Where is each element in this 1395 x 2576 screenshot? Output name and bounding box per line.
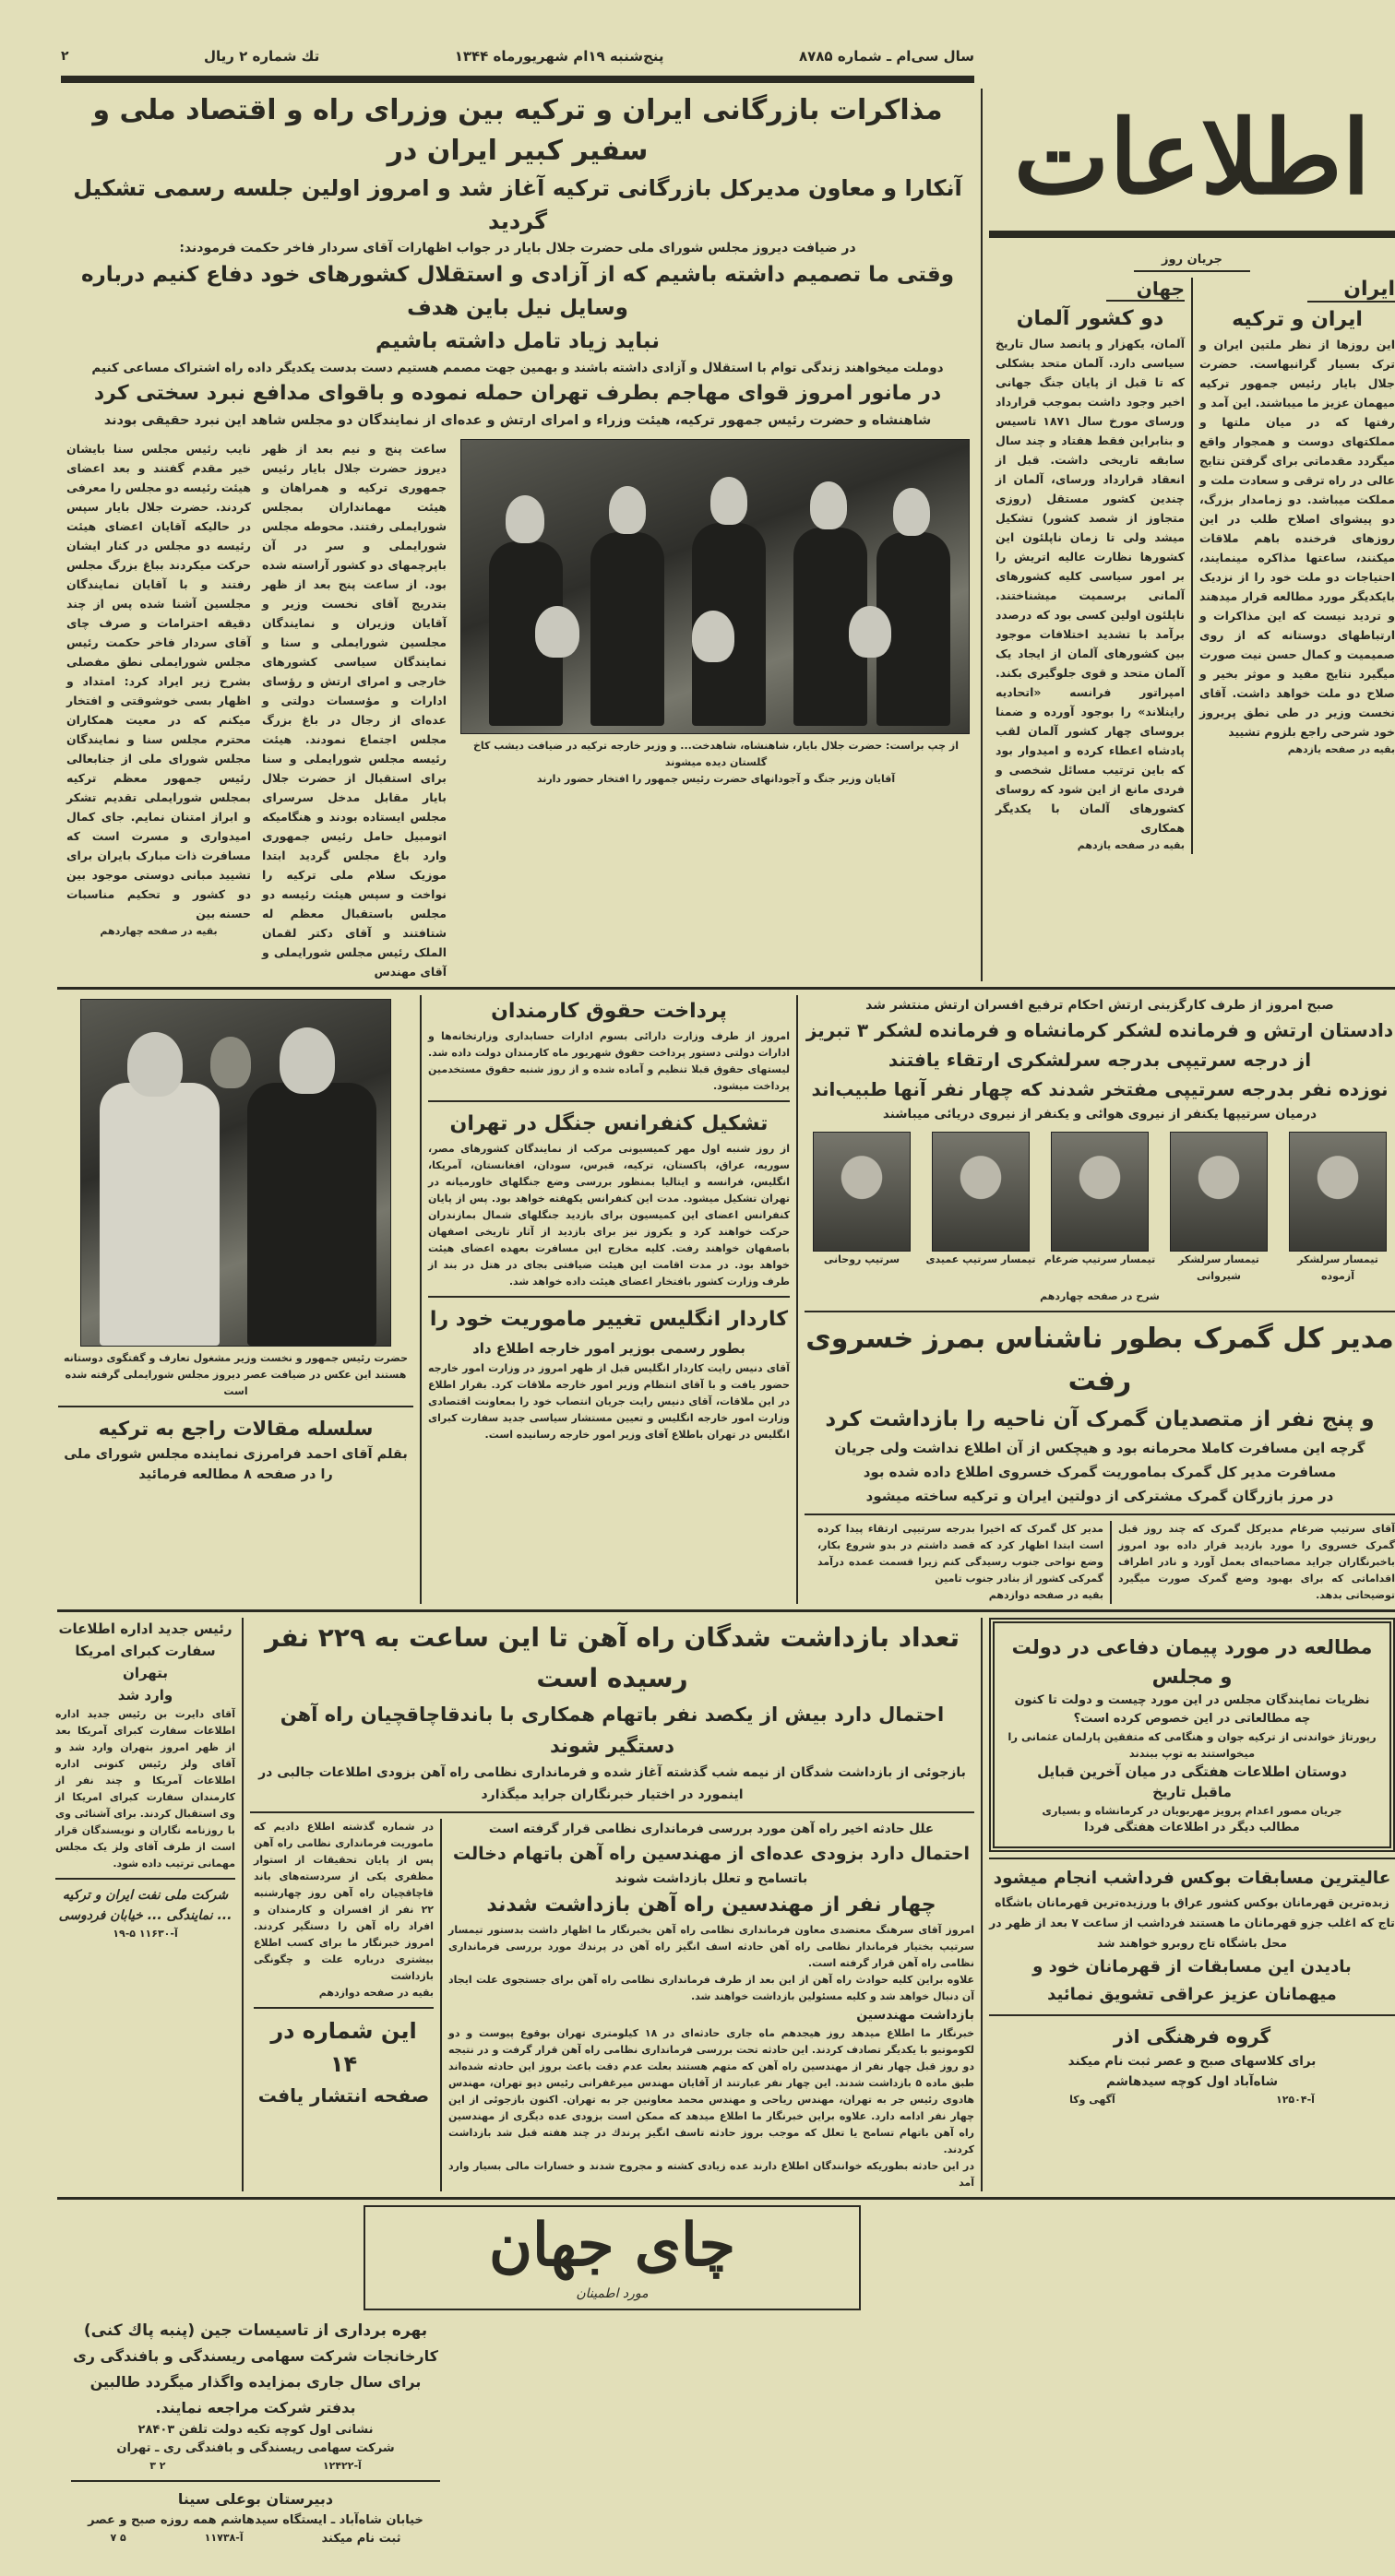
section-rule — [989, 2014, 1395, 2016]
boxing-text: زبده‌ترین قهرمانان بوکس کشور عراق با ورزیده‌ترین قهرمانان باشگاه تاج که اغلب جزو قهرمانان ما هستند فرداشب از ساعت ۷ بعد از ظهر در محل باشگاه تاج روبرو خواهند شد — [989, 1895, 1395, 1950]
world-column-text: آلمان، یکهزار و پانصد سال تاریخ سیاسی دارد. آلمان متحد بشکلی که تا قبل از پایان جنگ جهانی اخیر وجود داشت بموجب قرارداد ورسای مورخ سال ۱۸۷۱ تاسیس و بنابراین فقط هفتاد و چند سال سابقه تاریخی داشت. قبل از انعقاد قرارداد ورسای، آلمان از چندین کشور مستقل (روزی متجاوز از شصد کشور) تشکیل میشد ولی تا زمان ناپلئون این کشورها نظارت عالیه اتریش را بر امور سیاسی کلیه کشورهای آلمانی برسمیت میشناختند. ناپلئون اولین کسی بود که درصدد برآمد با تشدید اختلافات موجود بین کشورهای آلمان از ایجاد یک آلمان متحد و قوی جلوگیری بکند. امپراتور فرانسه «اتحادیه راینلاند» را بوجود آورده و ضمنا بروسای چهار کشور آلمان لقب پادشاه اعطاء کرده و امیدوار بود که باین ترتیب مسائل شخصی و فردی مانع از این شود که روسای کشورهای آلمان با یکدیگر همکاری — [996, 337, 1185, 835]
issue-number: سال سی‌ام ـ شماره ۸۷۸۵ — [798, 48, 974, 65]
weekly-box-line-1: نظریات نمایندگان مجلس در این مورد چیست و دولت تا کنون چه مطالعاتی در این خصوص کرده است؟ — [1014, 1693, 1370, 1726]
usis-title-2: سفارت کبرای امریکا بتهران — [75, 1643, 216, 1681]
section-rule — [55, 1878, 235, 1880]
lead-column-1: ساعت پنج و نیم بعد از ظهر دیروز حضرت جلال بایار رئیس جمهوری ترکیه و همراهان و هیئت مهمانداران بمجلس شورایملی رفتند. محوطه مجلس شورایملی و سر در آن باپرچمهای دو کشور آراسته شده بود. از ساعت پنج بعد از ظهر بتدریج آقای نخست وزیر و آقایان وزیران و نمایندگان مجلسین شورایملی و سنا و نمایندگان سیاسی کشورهای خارجی و امرای ارتش و رؤسای ادارات و مؤسسات دولتی و عده‌ای از رجال در باغ بزرگ مجلس اجتماع نمودند. هیئت رئیسه مجلس شورایملی و سنا برای استقبال از حضرت جلال بایار مقابل مدخل سرسرای مجلس ایستاده بودند و هنگامیکه اتومبیل حامل رئیس جمهوری وارد باغ مجلس گردید ابتدا موزیک سلام ملی ترکیه را نواخت و سپس هیئت رئیسه دو مجلس باستقبال معظم له شتافتند و آقای دکتر لقمان الملک رئیس مجلس شورایملی و آقای مهندس — [262, 442, 447, 979]
weekly-box-line-4: ماقبل تاریخ — [1152, 1784, 1232, 1800]
railway-headline: تعداد بازداشت شدگان راه آهن تا این ساعت به ۲۲۹ نفر رسیده است — [264, 1622, 960, 1693]
railway-paragraph-4: در این حادثه بطوریکه خوانندگان اطلاع دارند عده زیادی کشته و مجروح شدند و خسارات مالی بسیار وارد آمد — [448, 2160, 974, 2189]
railway-story — [250, 1618, 974, 2191]
railway-deck: بازجوئی از بازداشت شدگان از نیمه شب گذشته آغاز شده و فرمانداری نظامی راه آهن بزودی اطلاعات جالبی در اینمورد در اختیار خبرنگاران جراید میگذارد — [258, 1765, 966, 1802]
customs-column-1: آقای سرتیپ ضرغام مدیرکل گمرک که چند روز قبل گمرک خسروی را مورد بازدید قرار داده بود امروز باخبرنگاران جراید مصاحبه‌ای بعمل آورد و نادر اطراف اقداماتی که برای بهبود وضع گمرک صورت میگیرد توضیحاتی بدهد. — [1118, 1523, 1395, 1601]
header-row — [61, 42, 974, 70]
column-divider — [440, 1819, 442, 2191]
issue-price: تك شماره ۲ ریال — [204, 48, 320, 65]
column-divider — [1110, 1521, 1112, 1604]
usis-text: آقای دایرت بن رئیس جدید اداره اطلاعات سفارت کبرای آمریکا بعد از ظهر امروز بتهران وارد شد و آقای ولز رئیس کنونی اداره اطلاعات آمریکا و چند نفر از کارمندان سفارت کبرای امریکا از وی استقبال کردند. برای آشنائی وی با روزنامه نگاران و نویسندگان قرار است از طرف آقای ولز یک مجلس مهمانی ترتیب داده شود. — [55, 1708, 235, 1870]
cotton-ad-address: نشانی اول کوچه تکیه دولت تلفن ۲۸۴۰۳ — [137, 2423, 374, 2437]
banquet-photo-caption-2: آقایان وزیر جنگ و آجودانهای حضرت رئیس جمهور را افتخار حضور دارند — [536, 773, 896, 785]
pages-notice-2: صفحه انتشار یافت — [257, 2084, 430, 2107]
railway-paragraph-1: امروز آقای سرهنگ معتضدی معاون فرمانداری نظامی راه آهن بخبرنگار ما اظهار داشت بدستور تیمسار سرتیپ بختیار فرماندار نظامی راه آهن حادثه اسف انگیز راه آهن در پرندك مورد بررسی فرمانداری نظامی راه آهن قرار گرفته است. — [448, 1924, 974, 1969]
section-rule — [254, 2007, 434, 2009]
column-divider — [420, 995, 422, 1604]
customs-headline: مدیر کل گمرک بطور ناشناس بمرز خسروی رفت — [805, 1323, 1394, 1397]
section-rule — [57, 987, 1395, 990]
weekly-box-line-3: دوستان اطلاعات هفتگی در میان آخرین قبایل — [1037, 1763, 1347, 1780]
railway-subhead: احتمال دارد بیش از یکصد نفر باتهام همکاری با باندقاچاقچیان راه آهن دستگیر شوند — [280, 1703, 945, 1757]
officer-portrait — [932, 1132, 1030, 1252]
usis-title-3: وارد شد — [117, 1687, 173, 1703]
portrait-label: تیمسار سرلشکر شیروانی — [1178, 1253, 1259, 1282]
oil-ad-codes: آ-۱۱۶۳۰ ۵-۱۹ — [113, 1928, 178, 1940]
president-photo — [80, 999, 391, 1347]
section-rule — [805, 1311, 1395, 1312]
cotton-ad-code: آ-۱۲۴۲۲ — [322, 2460, 362, 2472]
oil-company-ad: شرکت ملی نفت ایران و ترکیه ... نمایندگی ... خیابان فردوسی — [58, 1888, 232, 1923]
column-divider — [981, 89, 983, 981]
railway-kicker-2: علل حادثه اخیر راه آهن مورد بررسی فرمانداری نظامی قرار گرفته است — [488, 1822, 935, 1836]
series-title: سلسله مقالات راجع به ترکیه — [98, 1418, 374, 1440]
customs-column-2: مدیر کل گمرک که اخیرا بدرجه سرتیپی ارتقاء پیدا کرده است ابتدا اظهار کرد که قصد داشتم در بدو شروع بکار، وضع نواحی جنوب رسیدگی کنم زیرا قسمت عمده درآمد گمرکی کشور از بنادر جنوب تامین — [817, 1523, 1103, 1585]
iran-column — [1199, 278, 1395, 854]
world-column-title: دو کشور آلمان — [1016, 307, 1164, 330]
right-column — [989, 42, 1395, 981]
forest-conference-text: از روز شنبه اول مهر کمیسیونی مرکب از نمایندگان کشورهای مصر، سوریه، عراق، پاکستان، ترکیه، قبرس، سودان، افغانستان، آمریکا، انگلیس، فرانسه و ایتالیا بمنظور بررسی وضع جنگلهای خاورمیانه در تهران تشکیل میشود. مدت این کنفرانس یکهفته خواهد بود. پس از پایان کنفرانس اعضای این کمیسیون برای بازدید جنگلهای شمال بمازندران حرکت خواهند کرد و یکروز نیز برای بازدید از آثار تاریخی اصفهان باصفهان خواهند رفت. کلیه مخارج این مسافرت بعهده اعضای هیئت خواهد بود. در مدت اقامت این هیئت ضیافتی بجای در هتل در بند از طرف وزارت کشور بافتخار اعضای هیئت داده خواهد شد. — [428, 1143, 790, 1288]
weekly-box-title: مطالعه در مورد پیمان دفاعی در دولت و مجلس — [1011, 1636, 1373, 1688]
railway-subhead-4: چهار نفر از مهندسین راه آهن بازداشت شدند — [486, 1893, 936, 1917]
column-divider — [981, 1618, 983, 2191]
lead-deck-witnesses: شاهنشاه و حضرت رئیس جمهور ترکیه، هیئت وزراء و امرای ارتش و عده‌ای از نمایندگان دو مجلس شاهد این نبرد حقیقی بودند — [103, 413, 932, 428]
bottom-band — [57, 2205, 1395, 2310]
boxing-title: عالیترین مسابقات بوکس فرداشب انجام میشود — [993, 1869, 1391, 1888]
world-column-label: جهان — [1106, 278, 1185, 302]
railway-paragraph-2: علاوه براین کلیه حوادث راه آهن از این بعد از طرف فرمانداری نظامی راه آهن برای جستجوی علت ایجاد آن دنبال خواهد شد و کلیه مسئولین بازداشت خواهند شد. — [448, 1974, 974, 2002]
banquet-photo — [460, 439, 970, 734]
railway-subhead-2: احتمال دارد بزودی عده‌ای از مهندسین راه آهن باتهام دخالت — [452, 1844, 971, 1864]
school-ad-code: آ-۱۱۷۳۸ — [204, 2532, 244, 2544]
promotions-line-1: دادستان ارتش و فرمانده لشکر کرمانشاه و فرمانده لشکر ۳ تبریز — [805, 1019, 1394, 1041]
lead-quote-end: نباید زیاد تامل داشته باشیم — [376, 329, 660, 353]
section-rule — [250, 1811, 974, 1813]
railway-side-text: در شماره گذشته اطلاع دادیم که ماموریت فرمانداری نظامی راه آهن پس از پایان تحقیقات از استوار مظفری یکی از سردسته‌های باند قاچاقچیان راه آهن روز چهارشنبه ۲۲ نفر از افسران و کارمندان و افراد راه آهن را دستگیر کردند. امروز خبرنگار ما برای کسب اطلاع بیشتری درباره علت و چگونگی بازداشت — [254, 1821, 434, 1982]
usis-column — [55, 1618, 235, 2191]
lead-deck: دوملت میخواهند زندگی توام با استقلال و آزادی داشته باشند و بهمین جهت مصمم هستیم دست بدست یکدیگر داده راه اشتراک مساعی کنیم — [91, 361, 944, 375]
president-photo-caption: حضرت رئیس جمهور و نخست وزیر مشغول تعارف و گفتگوی دوستانه هستند این عکس در ضیافت عصر دیروز مجلس شورایملی گرفته شده است — [63, 1352, 409, 1397]
pages-notice: این شماره در ۱۴ — [270, 2018, 417, 2077]
tea-ad — [364, 2205, 861, 2310]
promotions-line-4: درمیان سرتیپها یکنفر از نیروی هوائی و یکنفر از نیروی دریائی میباشند — [882, 1107, 1318, 1122]
top-band — [57, 42, 1395, 981]
section-label: جریان روز — [1134, 253, 1250, 272]
customs-deck: گرچه این مسافرت کاملا محرمانه بود و هیچکس از آن اطلاع نداشت ولی جریان مسافرت مدیر کل گمرک بماموریت گمرک خسروی اطلاع داده شده بود — [834, 1440, 1365, 1480]
issue-date: پنج‌شنبه ۱۹ام شهریورماه ۱۳۴۴ — [454, 48, 664, 65]
promotions-customs-column — [805, 995, 1395, 1604]
weekly-box-line-2: رپورتاژ خواندنی از ترکیه جوان و هنگامی که متفقین پارلمان عثمانی را میخواستند به توپ ببندند — [1008, 1730, 1377, 1760]
cotton-school-ads — [71, 2318, 440, 2548]
officer-portrait — [1289, 1132, 1387, 1252]
portrait-label: تیمسار سرتیپ عمیدی — [925, 1253, 1036, 1265]
section-rule — [58, 1406, 413, 1407]
charge-text: آقای دنیس رایت کاردار انگلیس قبل از ظهر امروز در وزارت امور خارجه حضور یافت و با آقای انتظام وزیر امور خارجه ملاقات کرد. بقرار اطلاع در این ملاقات، آقای دنیس رایت جریان انتصاب خود را بمعاونت اقتصادی وزارت امور خارجه انگلیس و تعیین مستشار سیاسی جدید سفارت کبرای انگلیس در تهران باطلاع آقای وزیر امور خارجه رسانیده است. — [428, 1362, 790, 1441]
column-divider — [242, 1618, 244, 2191]
culture-ad-code: آ-۱۲۵۰۴ — [1276, 2094, 1315, 2106]
usis-title: رئیس جدید اداره اطلاعات — [58, 1620, 232, 1637]
series-text: بقلم آقای احمد فرامرزی نماینده مجلس شورای ملی را در صفحه ۸ مطالعه فرمائید — [64, 1447, 408, 1482]
railway-paragraph-3: خبرنگار ما اطلاع میدهد روز هیجدهم ماه جاری حادثه‌ای در ۱۸ کیلومتری تهران بوقوع پیوست و دو لکوموتیو با یکدیگر تصادف کردند. این حادثه تحت بررسی فرمانداری نظامی راه آهن قرار گرفت و در نتیجه دو روز قبل چهار نفر از مهندسین راه آهن که متهم هستند بعلت عدم دقت باعث بروز این حادثه شده‌اند طبق ماده ۵ بازداشت شدند. این چهار نفر عبارتند از آقایان مهندس میرغفرانی رئیس دپو تهران، مهندس هادوی رئیس جر به تهران، مهندس ریاحی و مهندس محمد معاونین جر به تهران. اکنون بازجوئی از این چهار نفر ادامه دارد. علاوه براین خبرنگار ما اطلاع میدهد که ممکن است بزودی عده دیگری از مهندسین راه آهن باتهام تسامح یا تعلل که موجب بروز حادثه تاسف انگیز پرندك در چند هفته قبل شد بازداشت کردند. — [448, 2027, 974, 2155]
lead-deck-maneuver: در مانور امروز قوای مهاجم بطرف تهران حمله نموده و باقوای مدافع نبرد سختی کرد — [93, 382, 942, 405]
forest-conference-title: تشکیل کنفرانس جنگل در تهران — [449, 1112, 769, 1135]
ads-right-column — [989, 1618, 1395, 2191]
culture-ad-line-2: شاه‌آباد اول کوچه سیدهاشم — [1106, 2074, 1278, 2089]
weekly-magazine-box — [989, 1618, 1395, 1852]
customs-deck-2: در مرز بازرگان گمرک مشترکی از دولتین ایران و ترکیه ساخته میشود — [865, 1488, 1334, 1504]
banquet-photo-caption: از چپ براست: حضرت جلال بایار، شاهنشاه، شاهدخت... و وزیر خارجه ترکیه در ضیافت دیشب کاخ گلستان دیده میشوند — [473, 740, 959, 768]
lower-band — [57, 1618, 1395, 2191]
railway-side-continued: بقیه در صفحه دوازدهم — [318, 1987, 434, 1999]
salaries-title: پرداخت حقوق کارمندان — [491, 1000, 727, 1023]
officer-portrait — [1170, 1132, 1268, 1252]
lead-headline: مذاکرات بازرگانی ایران و ترکیه بین وزرای راه و اقتصاد ملی و سفیر کبیر ایران در — [92, 94, 943, 167]
cotton-ad-code-2: ۲ ۳ — [149, 2460, 166, 2472]
salaries-text: امروز از طرف وزارت دارائی بسوم ادارات حسابداری وزارتخانه‌ها و ادارات دولتی دستور پرداخت حقوق شهریور ماه کارمندان دولت داده شد. لیستهای حقوق قبلا تنظیم و آماده شده و از روز شنبه حقوق مستخدمین پرداخت میشود. — [428, 1030, 790, 1092]
promotions-line-3: نوزده نفر بدرجه سرتیپی مفتخر شدند که چهار نفر آنها طبیب‌اند — [811, 1078, 1389, 1100]
boxing-cta: بادیدن این مسابقات از قهرمانان خود و — [1032, 1957, 1352, 1977]
promotions-line-2: از درجه سرتیپی بدرجه سرلشکری ارتقاء یافتند — [888, 1049, 1312, 1071]
masthead-rule — [989, 231, 1395, 238]
column-divider — [796, 995, 798, 1604]
section-rule — [428, 1296, 790, 1298]
portrait-label: تیمسار سرلشکر آزموده — [1297, 1253, 1378, 1282]
school-ad-code-2: ۵ ۷ — [110, 2532, 126, 2544]
section-rule — [57, 1609, 1395, 1612]
lead-kicker: در ضیافت دیروز مجلس شورای ملی حضرت جلال بایار در جواب اظهارات آقای سردار فاخر حکمت فرمودند: — [179, 241, 856, 255]
continued-note: بقیه در صفحه چهاردهم — [100, 925, 218, 937]
portrait-label: سرتیپ روحانی — [823, 1253, 900, 1265]
school-ad-title: دبیرستان بوعلی سینا — [177, 2490, 334, 2508]
iran-column-text: این روزها از نظر ملتین ایران و ترک بسیار گرانبهاست. حضرت جلال بایار رئیس جمهور ترکیه میهمان عزیز ما میباشند. این آمد و رفتها که در میان ملتها و مملکتهای دوست و همجوار واقع میگردد مقدماتی برای گرفتن نتایج عالی در راه ترقی و سعادت ملت و مملکت میباشد. دو زمامدار بزرگ، دو پیشوای اصلاح طلب در این روزهای فرخنده باهم ملاقات میکنند، ساعتها مذاکره مینمایند، احتیاجات دو ملت خود را از نزدیک بایکدیگر مورد مطالعه قرار میدهند و تردید نیست که این مذاکرات و ارتباطهای دوستانه که از روی صمیمیت و کمال حسن نیت صورت میگیرد نتایج مفید و موثر بخیر و صلاح دو ملت خواهد داشت. آقای نخست وزیر در طی نطق پریروز خود شرحی راجع بلزوم تشیید — [1199, 338, 1395, 739]
middle-band — [57, 995, 1395, 1604]
world-column — [996, 278, 1185, 854]
culture-ad-title: گروه فرهنگی اذر — [1113, 2025, 1271, 2048]
lead-area — [61, 42, 974, 981]
left-column — [58, 995, 413, 1604]
masthead-logo: اطلاعات — [1013, 98, 1371, 217]
cotton-ad-title: بهره برداری از تاسیسات جین (پنبه پاك كنی) — [83, 2321, 428, 2340]
boxing-cta-2: میهمانان عزیز عراقی تشویق نمائید — [1047, 1985, 1337, 2004]
portrait-label: تیمسار سرتیپ ضرغام — [1043, 1253, 1156, 1265]
header-rule — [61, 76, 974, 83]
cotton-ad-company: شرکت سهامی ریسندگی و بافندگی ری ـ تهران — [116, 2441, 395, 2455]
section-rule — [805, 1514, 1395, 1515]
customs-continued: بقیه در صفحه دوازدهم — [988, 1589, 1103, 1601]
iran-column-title: ایران و ترکیه — [1232, 308, 1363, 331]
culture-ad-agency: آگهی وکا — [1069, 2094, 1115, 2106]
tea-ad-brand: چای جهان — [489, 2211, 735, 2280]
cotton-ad-text: کارخانجات شرکت سهامی ریسندگی و بافندگی ری برای سال جاری بمزایده واگذار میگردد طالبین بدفتر شرکت مراجعه نمایند. — [73, 2347, 438, 2416]
railway-subhead-3: باتسامح و تعلل بازداشت شوند — [614, 1871, 808, 1886]
charge-subtitle: بطور رسمی بوزیر امور خارجه اطلاع داد — [472, 1340, 745, 1357]
column-divider — [1191, 278, 1193, 854]
section-rule — [428, 1100, 790, 1102]
lead-quote: وقتی ما تصمیم داشته باشیم که از آزادی و استقلال کشورهای خود دفاع کنیم درباره وسایل نیل باین هدف — [80, 263, 955, 320]
customs-subhead: و پنج نفر از متصدیان گمرک آن ناحیه را بازداشت کرد — [825, 1407, 1375, 1431]
iran-continued: بقیه در صفحه یازدهم — [1287, 743, 1395, 755]
culture-ad-line-1: برای کلاسهای صبح و عصر ثبت نام میکند — [1067, 2054, 1317, 2069]
lead-column-2: نایب رئیس مجلس سنا بایشان خیر مقدم گفتند و بعد اعضای هیئت رئیسه دو مجلس را معرفی کردند. حضرت جلال بایار سپس در حالیکه آقایان اعضای هیئت رئیسه دو مجلس در کنار ایشان حرکت میکردند بباغ بزرگ مجلس رفتند و با آقایان نمایندگان مجلسین آشنا شده پس از چند دقیقه احترامات و صرف چای آقای سردار فاخر حکمت رئیس مجلس شورایملی نطق مفصلی بشرح زیر ایراد کرد: امتداد و اظهار بسی خوشوقتی و افتخار میکنم که در معیت همکاران محترم مجلس سنا و نمایندگان مجلس شورای ملی از جنابعالی رئیس جمهور معظم ترکیه بمجلس شورایملی تقدیم تشکر و ابراز امتنان نمایم. جای کمال امیدواری و مسرت است که مسافرت ذات مبارک بایران برای تشیید مبانی دوستی موجود بین دو کشور و تحکیم مناسبات حسنه بین — [66, 442, 251, 920]
page-number: ۲ — [61, 49, 69, 64]
promotions-continued: شرح در صفحه چهاردهم — [1040, 1290, 1160, 1302]
classified-ads — [57, 2318, 1395, 2548]
promotions-kicker: صبح امروز از طرف کارگزینی ارتش احکام ترفیع افسران ارتش منتشر شد — [865, 998, 1334, 1013]
school-ad-text-2: ثبت نام میکند — [321, 2532, 401, 2546]
section-rule — [71, 2480, 440, 2482]
weekly-box-line-5: جریان مصور اعدام پرویز مهربویان در کرمانشاه و بسیاری — [1042, 1804, 1342, 1817]
officer-portrait — [1051, 1132, 1149, 1252]
school-ad-text: خیابان شاه‌آباد ـ ایستگاه سیدهاشم همه روزه صبح و عصر — [88, 2513, 423, 2527]
world-continued: بقیه در صفحه یازدهم — [1077, 839, 1185, 851]
officer-portrait — [813, 1132, 911, 1252]
weekly-box-line-6: مطالب دیگر در اطلاعات هفتگی فردا — [1084, 1821, 1300, 1834]
section-rule — [989, 1858, 1395, 1859]
railway-subhead-arrests: بازداشت مهندسین — [856, 2008, 974, 2023]
lead-subhead: آنکارا و معاون مدیرکل بازرگانی ترکیه آغاز شد و امروز اولین جلسه رسمی تشکیل گردید — [73, 175, 962, 234]
iran-column-label: ایران — [1307, 278, 1395, 303]
section-rule — [57, 2197, 1395, 2200]
tea-ad-slogan: مورد اطمینان — [576, 2286, 649, 2301]
middle-column — [428, 995, 790, 1604]
charge-title: کاردار انگلیس تغییر ماموریت خود را — [429, 1308, 789, 1331]
